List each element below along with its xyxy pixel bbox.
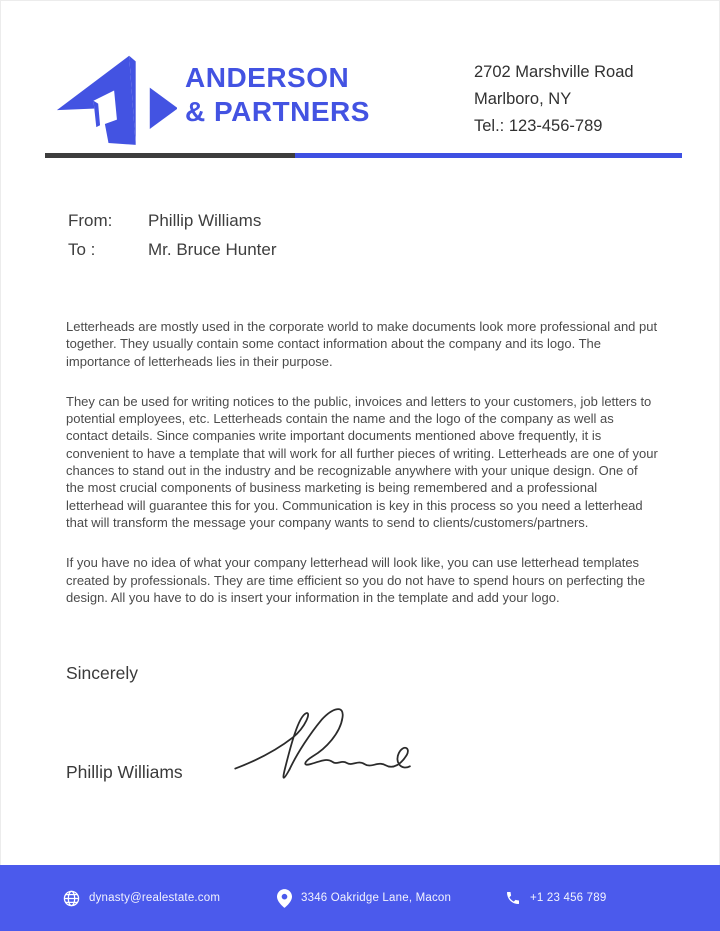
company-logo-icon xyxy=(55,52,177,152)
phone-icon xyxy=(505,890,521,906)
company-name xyxy=(185,61,370,129)
header-contact-block xyxy=(474,59,670,140)
closing-salutation: Sincerely xyxy=(66,663,138,683)
footer-phone-text: +1 23 456 789 xyxy=(530,892,607,904)
to-row xyxy=(68,235,277,264)
from-value: Phillip Williams xyxy=(148,211,262,230)
footer-email xyxy=(63,865,220,931)
map-pin-icon xyxy=(277,889,292,908)
letter-header xyxy=(55,52,670,152)
company-name-line2: & PARTNERS xyxy=(185,96,370,127)
recipient-block xyxy=(68,206,277,264)
to-label: To : xyxy=(68,240,96,259)
header-divider xyxy=(45,153,682,158)
company-name-line1: ANDERSON xyxy=(185,62,350,93)
footer-bar xyxy=(0,865,720,931)
footer-phone xyxy=(505,865,606,931)
globe-icon xyxy=(63,890,80,907)
footer-location-text: 3346 Oakridge Lane, Macon xyxy=(301,892,452,904)
from-label: From: xyxy=(68,211,113,230)
header-phone: Tel.: 123-456-789 xyxy=(474,117,603,135)
body-paragraph-1: Letterheads are mostly used in the corporate world to make documents look more professional and put together. They usually contain some contact information about the company and its logo. The importance of letterheads lies in their purpose. xyxy=(66,319,658,369)
handwritten-signature xyxy=(232,700,422,805)
body-paragraph-3: If you have no idea of what your company letterhead will look like, you can use letterhead templates created by professionals. They are time efficient so you do not have to spend hours on perfecting the design. All you have to do is insert your information in the template and add your logo. xyxy=(66,555,646,605)
signer-name: Phillip Williams xyxy=(66,762,183,782)
header-address-line2: Marlboro, NY xyxy=(474,90,572,108)
body-paragraph-2: They can be used for writing notices to the public, invoices and letters to your customers, job letters to potential employees, etc. Letterheads contain the name and the logo of the company as well as contact details. Since companies write important documents mentioned above frequently, it is convenient to have a template that will work for all further pieces of writing. Letterheads are one of your chances to stand out in the industry and be recognizable anywhere with your unique design. One of the most crucial components of business marketing is being remembered and a professional letterhead will guarantee this for you. Communication is key in this process so you need a letterhead that will transform the message your company wants to send to clients/customers/partners. xyxy=(66,393,658,530)
divider-dark-segment xyxy=(45,153,295,158)
divider-blue-segment xyxy=(295,153,682,158)
footer-location xyxy=(277,865,451,931)
letter-body xyxy=(66,318,658,629)
footer-email-text: dynasty@realestate.com xyxy=(89,892,221,904)
to-value: Mr. Bruce Hunter xyxy=(148,240,277,259)
header-address-line1: 2702 Marshville Road xyxy=(474,63,634,81)
from-row xyxy=(68,206,277,235)
